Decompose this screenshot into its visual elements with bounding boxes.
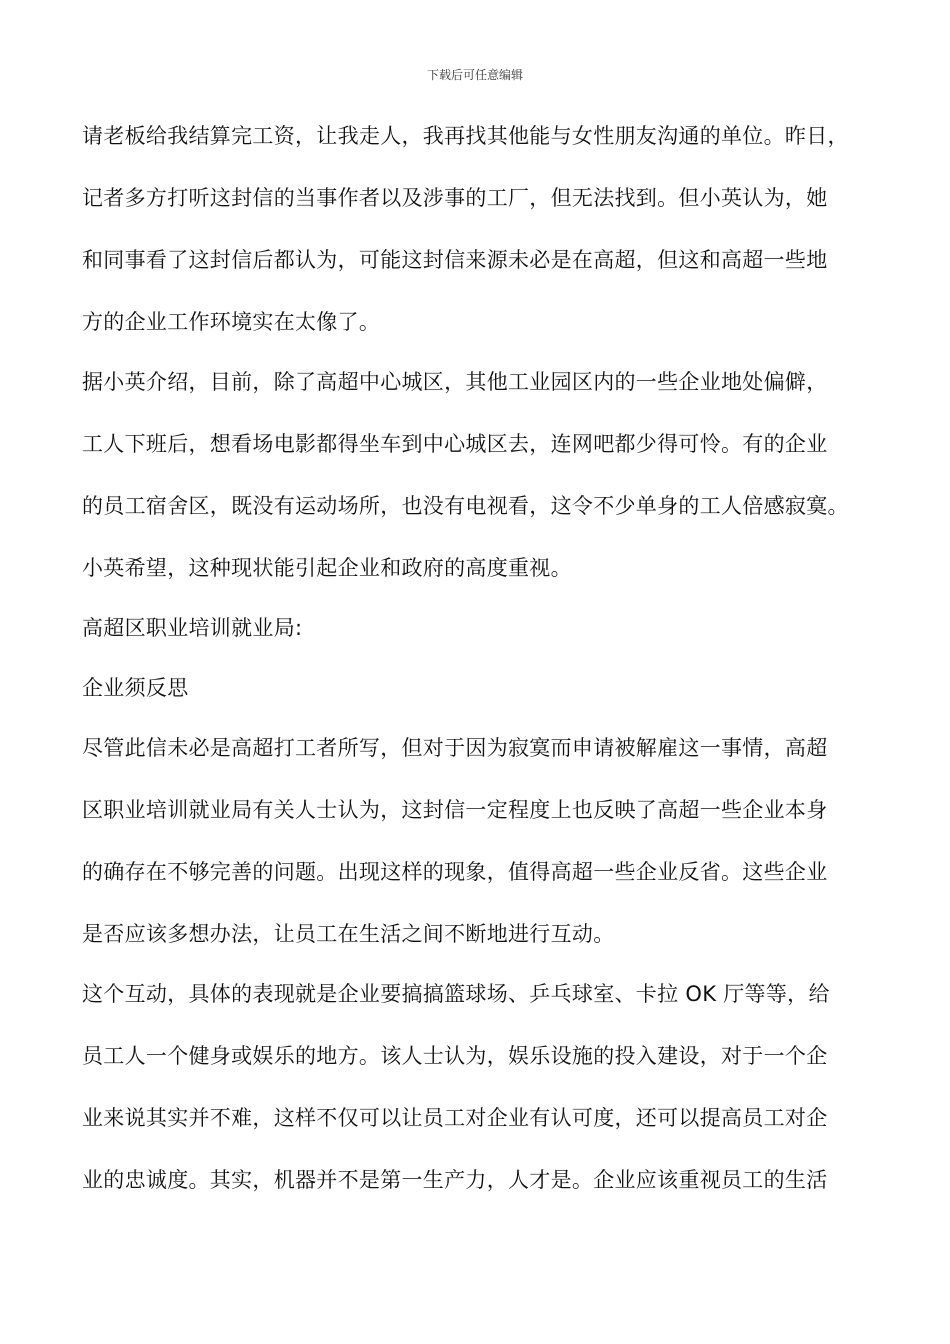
text-line: 尽管此信未必是高超打工者所写，但对于因为寂寞而申请被解雇这一事情，高超 xyxy=(82,736,828,760)
text-line: 业来说其实并不难，这样不仅可以让员工对企业有认可度，还可以提高员工对企 xyxy=(82,1106,828,1130)
document-body xyxy=(82,114,892,1220)
page-header: 下载后可任意编辑 xyxy=(426,68,523,82)
text-line: 工人下班后，想看场电影都得坐车到中心城区去，连网吧都少得可怜。有的企业 xyxy=(82,432,828,456)
text-line: 请老板给我结算完工资，让我走人，我再找其他能与女性朋友沟通的单位。昨日， xyxy=(82,124,849,148)
section-subheading: 企业须反思 xyxy=(82,676,189,700)
text-line: 业的忠诚度。其实，机器并不是第一生产力，人才是。企业应该重视员工的生活 xyxy=(82,1168,828,1192)
text-line: 员工人一个健身或娱乐的地方。该人士认为，娱乐设施的投入建设，对于一个企 xyxy=(82,1044,828,1068)
text-line: 区职业培训就业局有关人士认为，这封信一定程度上也反映了高超一些企业本身 xyxy=(82,798,828,822)
text-line: 是否应该多想办法，让员工在生活之间不断地进行互动。 xyxy=(82,922,615,946)
section-heading: 高超区职业培训就业局: xyxy=(82,616,303,640)
text-line: 的确存在不够完善的问题。出现这样的现象，值得高超一些企业反省。这些企业 xyxy=(82,860,828,884)
text-line: 小英希望，这种现状能引起企业和政府的高度重视。 xyxy=(82,556,572,580)
text-line: 的员工宿舍区，既没有运动场所，也没有电视看，这令不少单身的工人倍感寂寞。 xyxy=(82,494,849,518)
text-line: 记者多方打听这封信的当事作者以及涉事的工厂，但无法找到。但小英认为，她 xyxy=(82,186,828,210)
text-line: 方的企业工作环境实在太像了。 xyxy=(82,310,381,334)
text-line: 这个互动，具体的表现就是企业要搞搞篮球场、乒乓球室、卡拉 OK 厅等等，给 xyxy=(82,982,830,1006)
text-line: 和同事看了这封信后都认为，可能这封信来源未必是在高超，但这和高超一些地 xyxy=(82,248,828,272)
text-line: 据小英介绍，目前，除了高超中心城区，其他工业园区内的一些企业地处偏僻， xyxy=(82,370,828,394)
